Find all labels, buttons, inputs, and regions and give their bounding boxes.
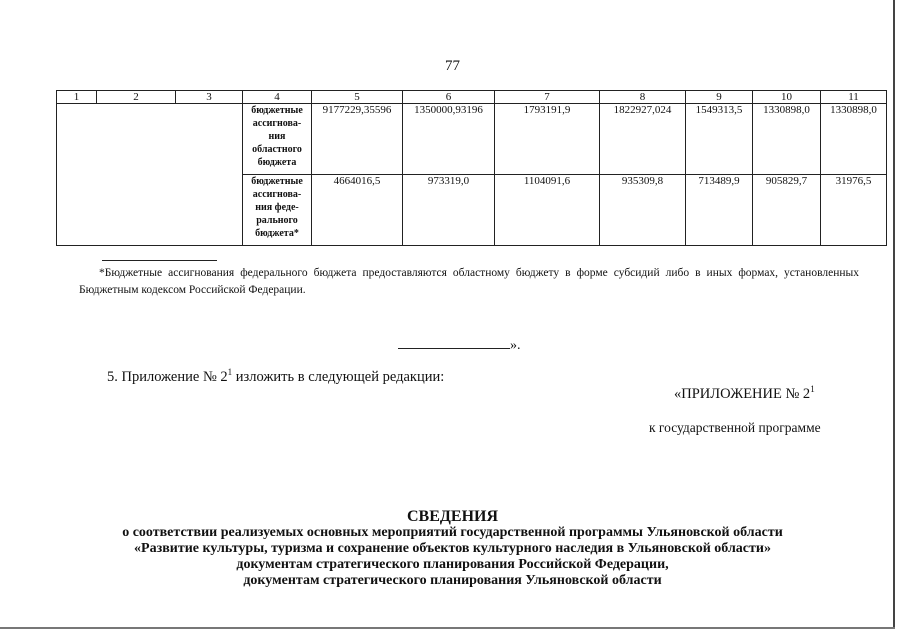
document-heading: СВЕДЕНИЯ bbox=[406, 508, 499, 525]
table-cell: 9177229,35596 bbox=[312, 104, 403, 175]
column-number: 7 bbox=[495, 91, 600, 104]
closing-line bbox=[398, 336, 521, 354]
table-cell: 713489,9 bbox=[686, 175, 753, 246]
table-cell: 1549313,5 bbox=[686, 104, 753, 175]
column-number: 6 bbox=[403, 91, 495, 104]
column-number: 4 bbox=[243, 91, 312, 104]
table-row bbox=[57, 104, 887, 175]
heading-line: «Развитие культуры, туризма и сохранение объектов культурного наследия в Ульяновской области» bbox=[134, 541, 771, 556]
column-number: 3 bbox=[176, 91, 243, 104]
heading-description bbox=[0, 525, 905, 589]
footnote-separator bbox=[102, 260, 217, 261]
table-cell: 1822927,024 bbox=[600, 104, 686, 175]
table-cell: 1793191,9 bbox=[495, 104, 600, 175]
appendix-title: «ПРИЛОЖЕНИЕ № $2^1$ bbox=[674, 384, 815, 402]
page-edge-bottom bbox=[0, 627, 895, 629]
table-cell: 935309,8 bbox=[600, 175, 686, 246]
table-cell: 1330898,0 bbox=[753, 104, 821, 175]
heading-line: о соответствии реализуемых основных мероприятий государственной программы Ульяновской области bbox=[122, 525, 783, 540]
row-label: бюджетные ассигнова-ния феде-рального бюджета* bbox=[243, 175, 312, 246]
appendix-subtitle: к государственной программе bbox=[649, 420, 821, 435]
table-cell: 31976,5 bbox=[821, 175, 887, 246]
footnote: *Бюджетные ассигнования федерального бюджета предоставляются областному бюджету в форме субсидий либо в иных формах, установленных Бюджетным кодексом Российской Федерации. bbox=[79, 267, 859, 296]
column-number: 1 bbox=[57, 91, 97, 104]
column-number: 10 bbox=[753, 91, 821, 104]
amendment-point-5: 5. Приложение № $2^1$ изложить в следующей редакции: bbox=[107, 367, 445, 385]
heading-line: документам стратегического планирования Ульяновской области bbox=[243, 573, 662, 588]
column-number: 9 bbox=[686, 91, 753, 104]
column-number: 8 bbox=[600, 91, 686, 104]
table-cell: 905829,7 bbox=[753, 175, 821, 246]
table-cell: 973319,0 bbox=[403, 175, 495, 246]
table-cell: 4664016,5 bbox=[312, 175, 403, 246]
merged-empty-cell bbox=[57, 104, 243, 246]
column-number: 11 bbox=[821, 91, 887, 104]
table-cell: 1330898,0 bbox=[821, 104, 887, 175]
table-cell: 1104091,6 bbox=[495, 175, 600, 246]
column-number: 5 bbox=[312, 91, 403, 104]
closing-quote: ». bbox=[510, 338, 521, 353]
column-number-row bbox=[57, 91, 887, 104]
page-number: 77 bbox=[445, 58, 460, 74]
column-number: 2 bbox=[97, 91, 176, 104]
budget-table bbox=[56, 90, 887, 246]
heading-line: документам стратегического планирования Российской Федерации, bbox=[236, 557, 669, 572]
blank-line bbox=[398, 336, 510, 349]
table-cell: 1350000,93196 bbox=[403, 104, 495, 175]
row-label: бюджетные ассигнова-ния областного бюджета bbox=[243, 104, 312, 175]
